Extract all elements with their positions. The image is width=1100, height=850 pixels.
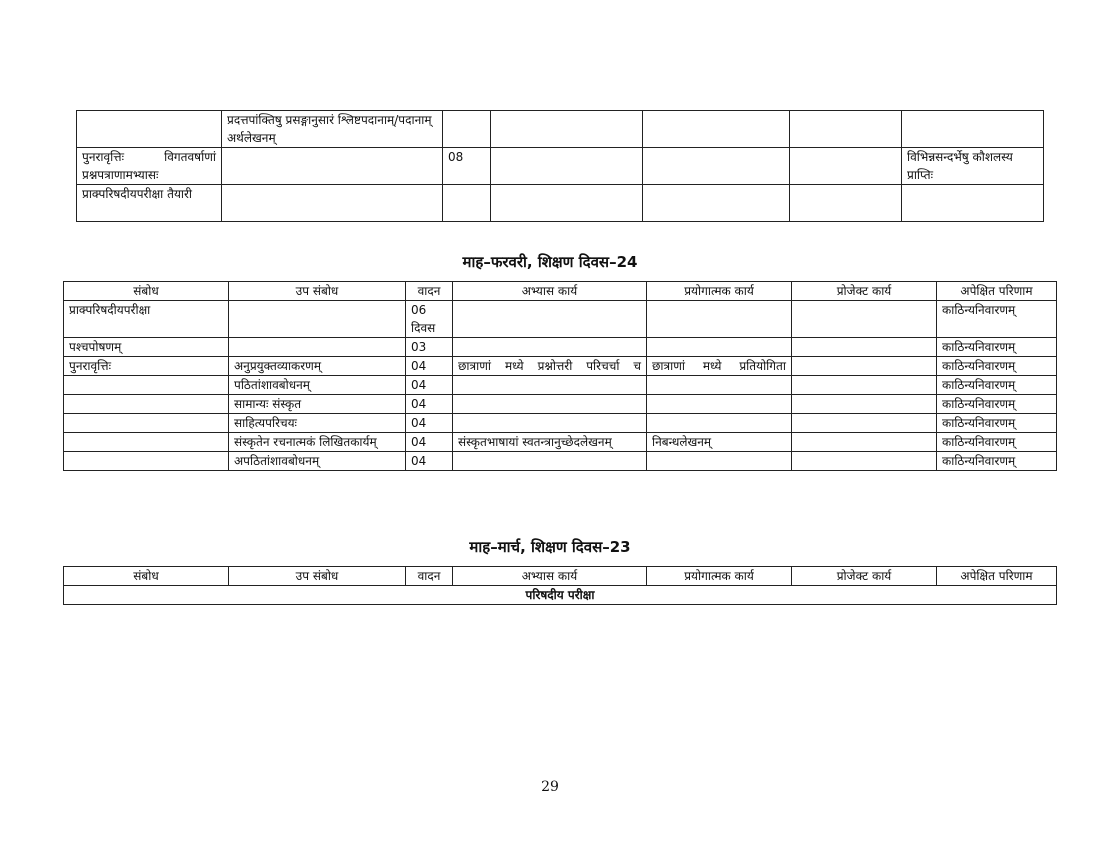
table-cell: साहित्यपरिचयः (229, 414, 406, 433)
column-header: प्रोजेक्ट कार्य (792, 282, 937, 301)
table-cell: पठितांशावबोधनम् (229, 376, 406, 395)
table-cell (64, 433, 229, 452)
table-header-row (64, 567, 1057, 586)
table-cell: संस्कृतेन रचनात्मकं लिखितकार्यम् (229, 433, 406, 452)
table-cell (792, 395, 937, 414)
table-cell (647, 338, 792, 357)
table-cell: काठिन्यनिवारणम् (937, 338, 1057, 357)
table-cell (453, 395, 647, 414)
table-cell (792, 376, 937, 395)
table-cell (790, 111, 902, 148)
table-row (64, 376, 1057, 395)
table-cell: काठिन्यनिवारणम् (937, 452, 1057, 471)
column-header: संबोध (64, 567, 229, 586)
february-heading: माह–फरवरी, शिक्षण दिवस–24 (462, 253, 638, 271)
table-cell: काठिन्यनिवारणम् (937, 357, 1057, 376)
table-cell (222, 185, 443, 222)
table-cell (453, 452, 647, 471)
board-exam-cell: परिषदीय परीक्षा (64, 586, 1057, 605)
table-cell: काठिन्यनिवारणम् (937, 414, 1057, 433)
table-cell: 06 दिवस (406, 301, 453, 338)
march-plan-table (63, 566, 1057, 605)
table-cell (792, 452, 937, 471)
table-cell: पुनरावृत्तिः विगतवर्षाणां प्रश्नपत्राणामभ्यासः (77, 148, 222, 185)
table-cell (222, 148, 443, 185)
table-cell (453, 414, 647, 433)
continued-plan-table (76, 110, 1044, 222)
column-header: अपेक्षित परिणाम (937, 567, 1057, 586)
table-cell: 04 (406, 414, 453, 433)
table-cell (77, 111, 222, 148)
table-row (64, 586, 1057, 605)
table-row (64, 357, 1057, 376)
table-row (77, 148, 1044, 185)
table-cell (491, 111, 643, 148)
table-cell (792, 301, 937, 338)
table-cell: निबन्धलेखनम् (647, 433, 792, 452)
table-cell (491, 148, 643, 185)
table-cell: अनुप्रयुक्तव्याकरणम् (229, 357, 406, 376)
february-plan-table (63, 281, 1057, 471)
table-cell: काठिन्यनिवारणम् (937, 376, 1057, 395)
table-row (77, 111, 1044, 148)
table-cell (64, 376, 229, 395)
table-cell: पश्चपोषणम् (64, 338, 229, 357)
table-cell (902, 185, 1044, 222)
column-header: प्रोजेक्ट कार्य (792, 567, 937, 586)
column-header: वादन (406, 282, 453, 301)
table-cell (790, 148, 902, 185)
table-cell (647, 376, 792, 395)
table-cell: 04 (406, 357, 453, 376)
column-header: संबोध (64, 282, 229, 301)
table-cell: 04 (406, 452, 453, 471)
table-cell (643, 148, 790, 185)
march-heading: माह–मार्च, शिक्षण दिवस–23 (469, 538, 631, 556)
table-cell (229, 338, 406, 357)
table-cell (902, 111, 1044, 148)
table-cell (229, 301, 406, 338)
table-cell (647, 452, 792, 471)
table-cell (792, 338, 937, 357)
table-cell (453, 376, 647, 395)
table-cell (790, 185, 902, 222)
column-header: अभ्यास कार्य (453, 567, 647, 586)
table-cell (64, 414, 229, 433)
table-cell: 04 (406, 433, 453, 452)
table-cell (792, 433, 937, 452)
table-cell (647, 414, 792, 433)
table-cell: 04 (406, 376, 453, 395)
column-header: प्रयोगात्मक कार्य (647, 282, 792, 301)
column-header: अभ्यास कार्य (453, 282, 647, 301)
page-number: 29 (541, 779, 559, 795)
table-cell: काठिन्यनिवारणम् (937, 395, 1057, 414)
table-cell (647, 301, 792, 338)
table-cell (643, 111, 790, 148)
table-row (64, 433, 1057, 452)
column-header: वादन (406, 567, 453, 586)
table-header-row (64, 282, 1057, 301)
table-cell: छात्राणां मध्ये प्रश्नोत्तरी परिचर्चा च (453, 357, 647, 376)
table-cell: संस्कृतभाषायां स्वतन्त्रानुच्छेदलेखनम् (453, 433, 647, 452)
table-cell: 08 (443, 148, 491, 185)
table-cell (491, 185, 643, 222)
table-row (64, 338, 1057, 357)
table-cell: छात्राणां मध्ये प्रतियोगिता (647, 357, 792, 376)
table-row (77, 185, 1044, 222)
table-cell (64, 452, 229, 471)
table-cell (453, 301, 647, 338)
table-cell (643, 185, 790, 222)
table-cell (792, 414, 937, 433)
table-row (64, 414, 1057, 433)
table-cell: प्रदत्तपांक्तिषु प्रसङ्गानुसारं श्लिष्टपदानाम्/पदानाम् अर्थलेखनम् (222, 111, 443, 148)
table-row (64, 452, 1057, 471)
table-cell: प्राक्परिषदीयपरीक्षा तैयारी (77, 185, 222, 222)
table-cell: काठिन्यनिवारणम् (937, 301, 1057, 338)
table-cell: 04 (406, 395, 453, 414)
column-header: उप संबोध (229, 567, 406, 586)
table-cell: 03 (406, 338, 453, 357)
column-header: उप संबोध (229, 282, 406, 301)
column-header: प्रयोगात्मक कार्य (647, 567, 792, 586)
column-header: अपेक्षित परिणाम (937, 282, 1057, 301)
table-cell (453, 338, 647, 357)
table-cell (792, 357, 937, 376)
table-cell (647, 395, 792, 414)
table-cell: प्राक्परिषदीयपरीक्षा (64, 301, 229, 338)
table-cell: काठिन्यनिवारणम् (937, 433, 1057, 452)
table-row (64, 395, 1057, 414)
table-cell: अपठितांशावबोधनम् (229, 452, 406, 471)
table-cell (64, 395, 229, 414)
table-row (64, 301, 1057, 338)
table-cell (443, 111, 491, 148)
table-cell (443, 185, 491, 222)
table-cell: सामान्यः संस्कृत (229, 395, 406, 414)
table-cell: विभिन्नसन्दर्भेषु कौशलस्य प्राप्तिः (902, 148, 1044, 185)
table-cell: पुनरावृत्तिः (64, 357, 229, 376)
